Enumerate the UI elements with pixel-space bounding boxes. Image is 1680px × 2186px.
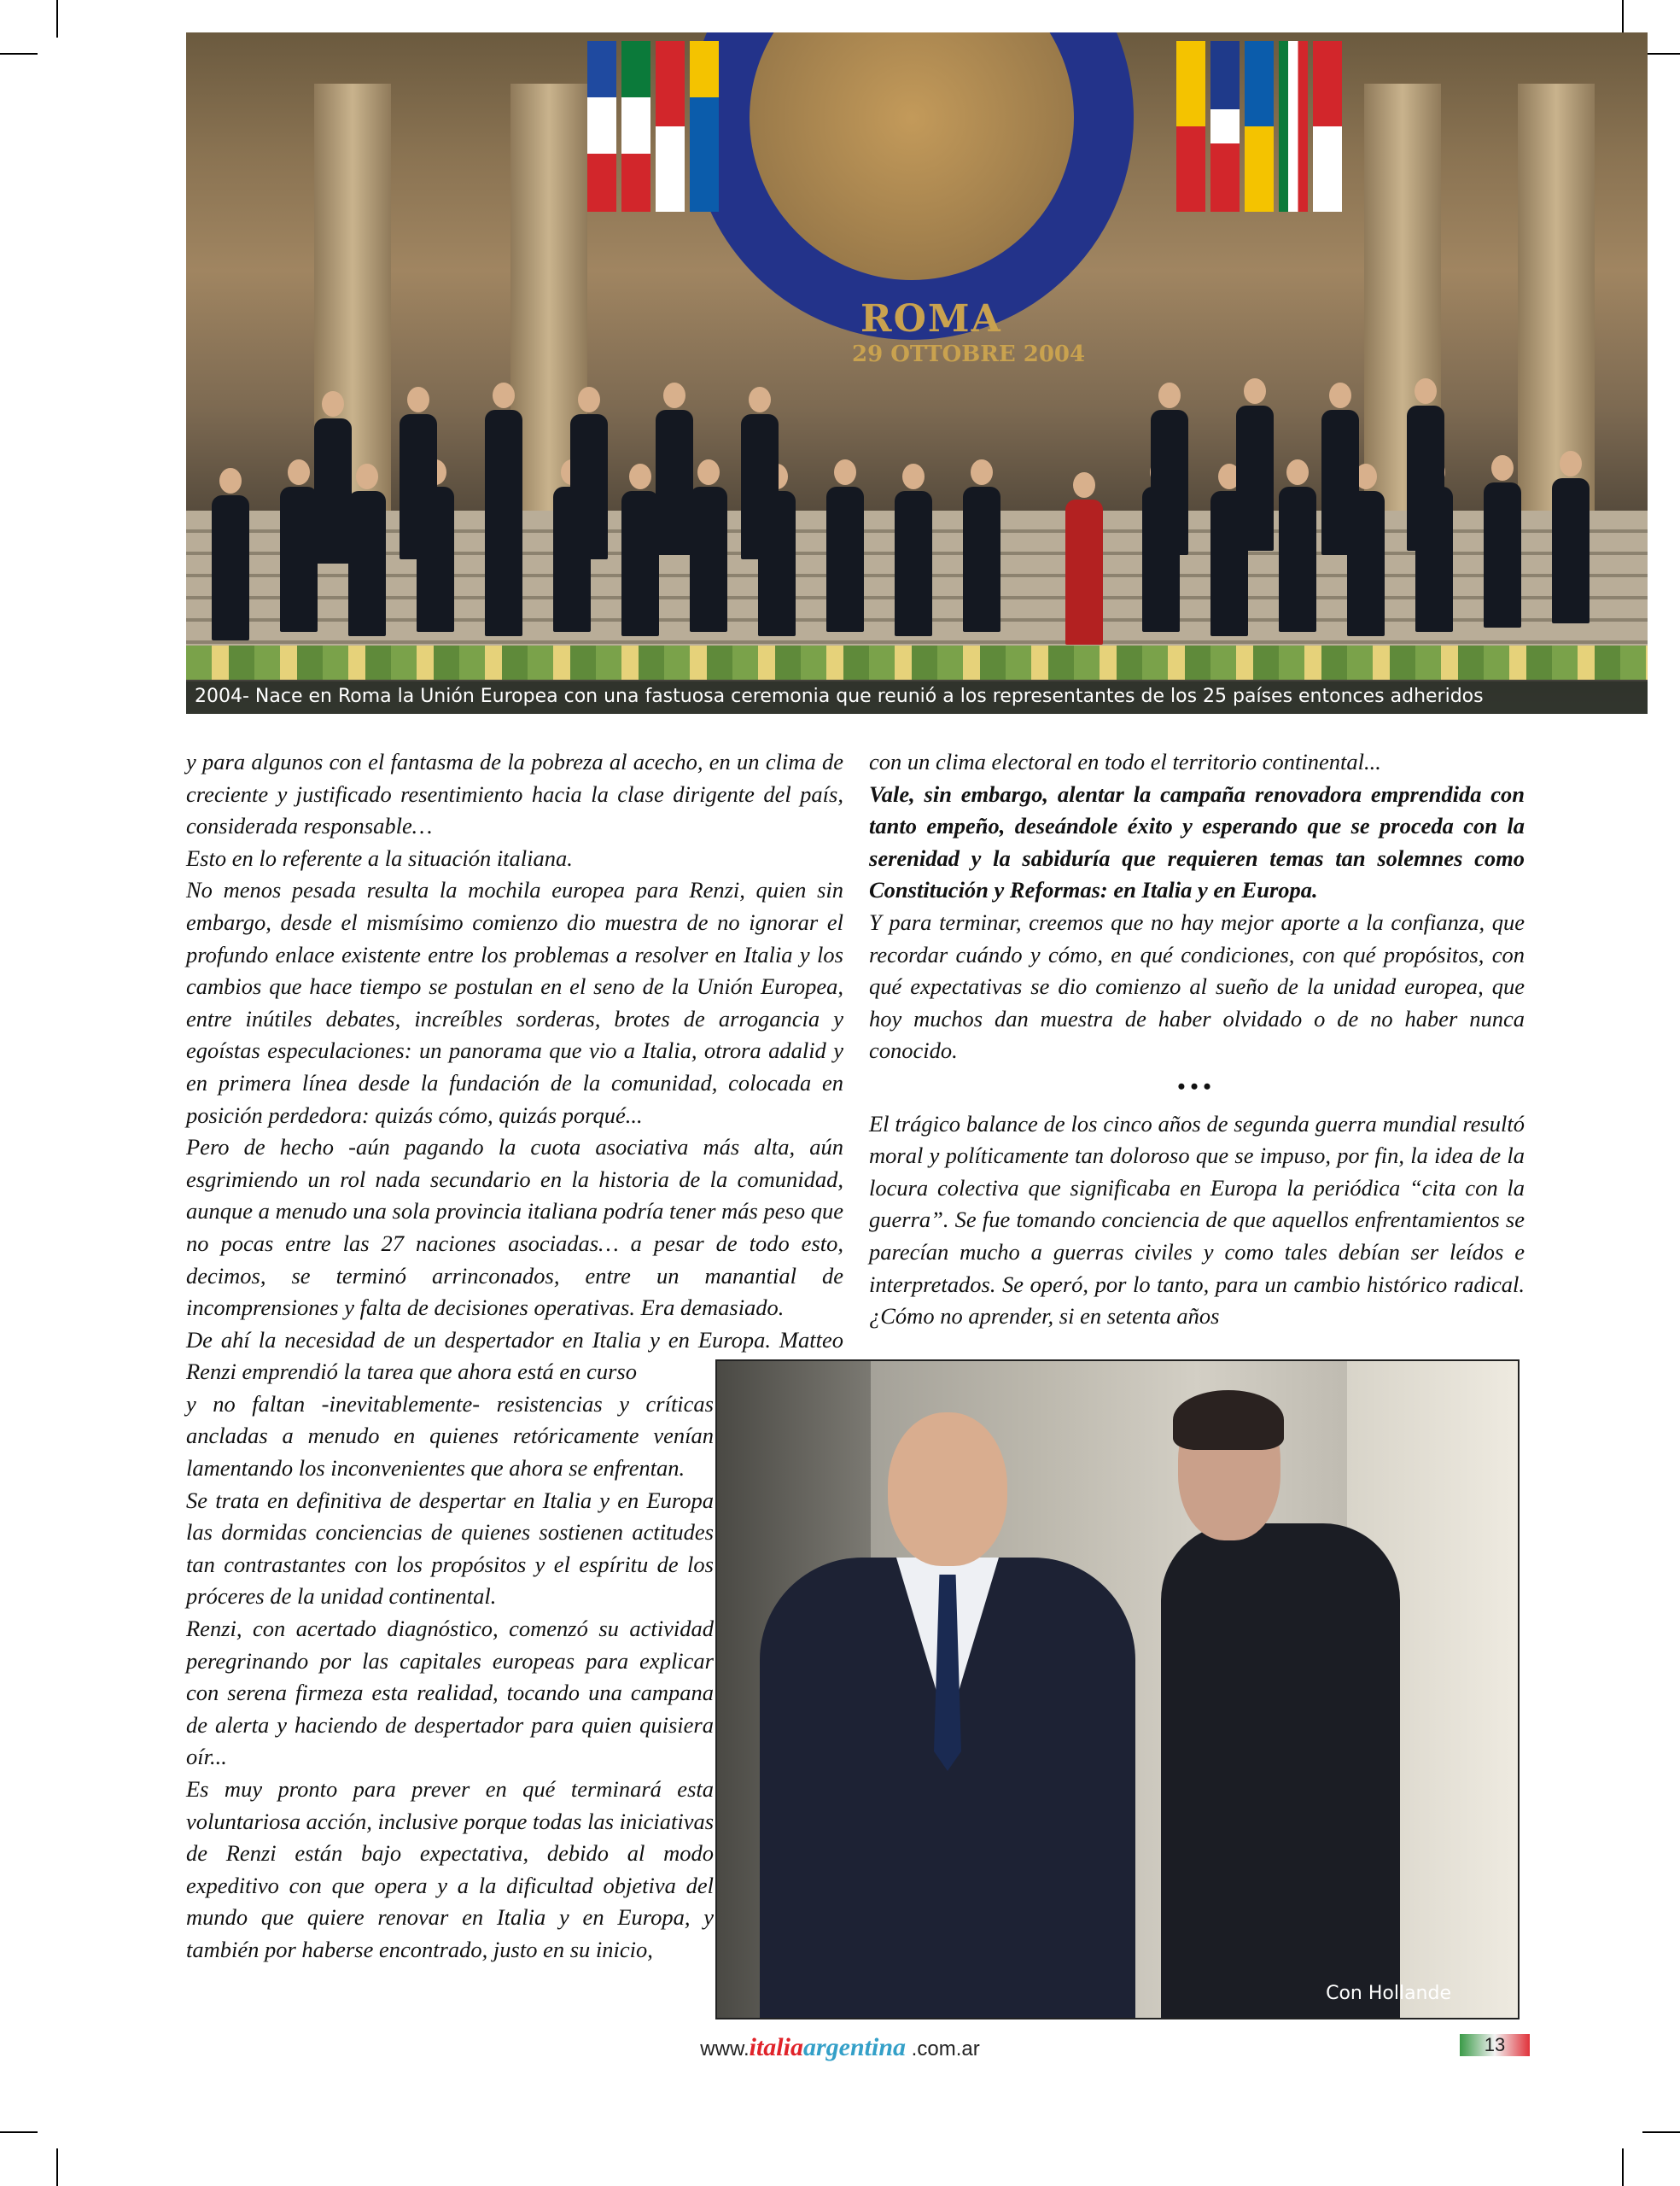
- url-italia: italia: [749, 2033, 803, 2061]
- paragraph-bold: Vale, sin embargo, alentar la campaña renovadora emprendida con tanto empeño, deseándole éxito y esperando que se proceda con la serenidad y la sabiduría que requieren temas tan solemnes como Constitución y Reformas: en Italia y en Europa.: [869, 780, 1525, 903]
- paragraph: con un clima electoral en todo el territorio continental...: [869, 749, 1381, 774]
- person: [1279, 459, 1316, 632]
- person: [570, 387, 608, 559]
- person: [314, 391, 352, 564]
- crop-mark: [0, 2131, 38, 2133]
- flag: [587, 41, 616, 212]
- paragraph: No menos pesada resulta la mochila europea para Renzi, quien sin embargo, desde el mismísimo comienzo dio muestra de no ignorar el profundo enlace existente entre los problemas a resolver en Italia y los cambios que hace tiempo se postulan en el seno de la Unión Europea, entre inútiles debates, increíbles sorderas, brotes de arrogancia y egoístas especulaciones: un panorama que vio a Italia, otrora adalid y en primera línea desde la fundación de la comunidad, colocada en posición perdedora: quizás cómo, quizás porqué...: [186, 877, 843, 1128]
- page-number: 13: [1460, 2034, 1530, 2056]
- flag: [1210, 41, 1240, 212]
- person: [1236, 378, 1274, 551]
- flag: [1245, 41, 1274, 212]
- top-photo-caption: 2004- Nace en Roma la Unión Europea con una fastuosa ceremonia que reunió a los representantes de los 25 países entonces adheridos: [186, 680, 1648, 714]
- person: [1321, 383, 1359, 555]
- right-text-column: [869, 746, 1525, 1333]
- person: [280, 459, 318, 632]
- paragraph: Renzi, con acertado diagnóstico, comenzó su actividad peregrinando por las capitales europeas para explicar con serena firmeza esta realidad, tocando una campana de alerta y haciendo de despertador para quien quisiera oír...: [186, 1616, 714, 1770]
- person: [212, 468, 249, 640]
- person: [348, 464, 386, 636]
- paragraph: y no faltan -inevitablemente- resistencias y críticas ancladas a menudo en quienes retóricamente venían lamentando los inconvenientes que ahora se enfrentan.: [186, 1390, 714, 1482]
- flower-arrangement: [186, 646, 1648, 680]
- url-argentina: argentina: [802, 2033, 907, 2061]
- crop-mark: [0, 53, 38, 55]
- eu-ceremony-photo: [186, 32, 1648, 714]
- wrapped-text-block: [186, 1388, 714, 1967]
- person: [963, 459, 1000, 632]
- paragraph: Es muy pronto para prever en qué terminará esta voluntariosa acción, inclusive porque todas las iniciativas de Renzi están bajo expectativa, debido al modo expeditivo con que opera y a la dificultad objetiva del mundo que quiere renovar en Italia y en Europa, y también por haberse encontrado, justo en su inicio,: [186, 1776, 715, 1962]
- section-separator: •••: [1177, 1073, 1216, 1099]
- hollande-renzi-photo: [715, 1359, 1520, 2019]
- crop-mark: [56, 2148, 58, 2186]
- person: [826, 459, 864, 632]
- person: [741, 387, 779, 559]
- flag: [1313, 41, 1342, 212]
- paragraph: El trágico balance de los cinco años de segunda guerra mundial resultó moral y políticamente tan doloroso que se impuso, por fin, la idea de la locura colectiva que significaba en Europa la periódica “cita con la guerra”. Se fue tomando conciencia de que aquellos enfrentamientos se parecían mucho a guerras civiles y como tales debían ser leídos e interpretados. Se operó, por lo tanto, para un cambio histórico radical. ¿Cómo no aprender, si en setenta años: [869, 1110, 1525, 1330]
- flag: [1176, 41, 1205, 212]
- crop-mark: [1622, 2148, 1624, 2186]
- person: [1407, 378, 1444, 551]
- banner-date: 29 OTTOBRE 2004: [852, 342, 1086, 367]
- person: [690, 459, 727, 632]
- url-suffix: .com.ar: [906, 2037, 980, 2060]
- person: [1484, 455, 1521, 628]
- flag: [621, 41, 650, 212]
- person: [1151, 383, 1188, 555]
- person-renzi: [1161, 1395, 1400, 2019]
- paragraph: De ahí la necesidad de un despertador en Italia y en Europa. Matteo Renzi emprendió la tarea que ahora está en curso: [186, 1326, 843, 1385]
- person: [621, 464, 659, 636]
- bottom-photo-caption: Con Hollande: [1326, 1983, 1451, 2004]
- url-prefix: www.: [700, 2037, 750, 2060]
- paragraph: Se trata en definitiva de despertar en Italia y en Europa las dormidas conciencias de quienes sostienen actitudes tan contrastantes con los propósitos y el espíritu de los próceres de la unidad continental.: [186, 1487, 714, 1610]
- crop-mark: [1642, 2131, 1680, 2133]
- paragraph: Esto en lo referente a la situación italiana.: [186, 845, 573, 871]
- person-hollande: [751, 1412, 1144, 2019]
- person: [1065, 472, 1103, 645]
- person: [485, 383, 522, 555]
- flag: [1279, 41, 1308, 212]
- person: [656, 383, 693, 555]
- footer-website[interactable]: [0, 2033, 1680, 2062]
- person: [895, 464, 932, 636]
- person: [400, 387, 437, 559]
- europa-arch: [690, 32, 1134, 340]
- flag: [656, 41, 685, 212]
- paragraph: y para algunos con el fantasma de la pobreza al acecho, en un clima de creciente y justificado resentimiento hacia la clase dirigente del país, considerada responsable…: [186, 749, 843, 839]
- flag: [690, 41, 719, 212]
- paragraph: Y para terminar, creemos que no hay mejor aporte a la confianza, que recordar cuándo y cómo, en qué condiciones, con qué propósitos, con qué expectativas se dio comienzo al sueño de la unidad europea, que hoy muchos dan muestra de haber olvidado o de no haber nunca conocido.: [869, 909, 1525, 1064]
- person: [1552, 451, 1590, 623]
- banner-roma: ROMA: [860, 297, 1002, 341]
- paragraph: Pero de hecho -aún pagando la cuota asociativa más alta, aún esgrimiendo un rol nada secundario en la historia de la comunidad, aunque a menudo una sola provincia italiana podría tener más peso que no pocas entre las 27 naciones asociadas… a pesar de todo esto, decimos, se terminó arrinconados, entre un manantial de incomprensiones y falta de decisiones operativas. Era demasiado.: [186, 1134, 843, 1321]
- crop-mark: [1642, 53, 1680, 55]
- crop-mark: [56, 0, 58, 38]
